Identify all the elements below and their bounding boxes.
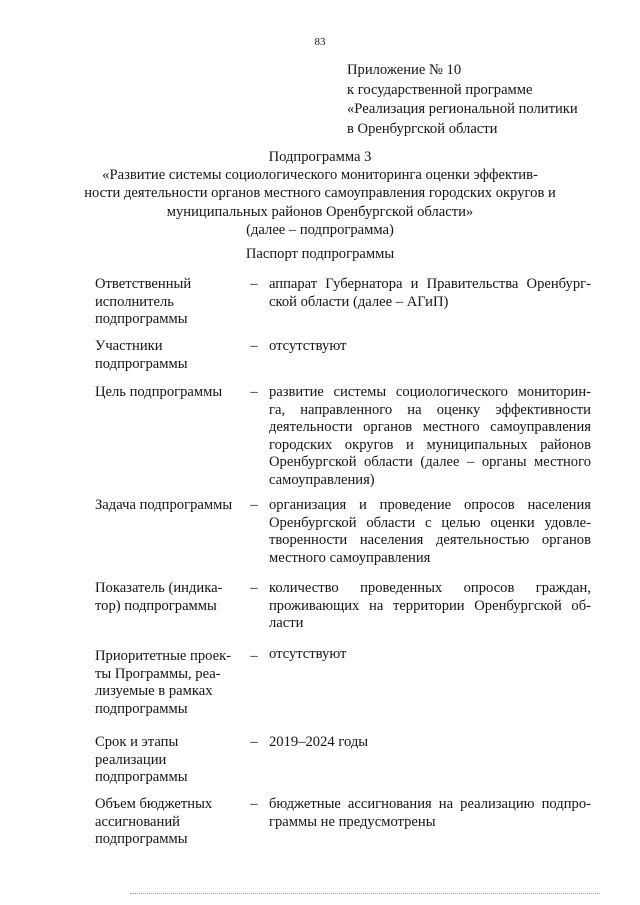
row-dash: – bbox=[250, 497, 258, 513]
row-label-line: Срок и этапы bbox=[95, 734, 179, 750]
row-value-line: городских округов и муниципальных районов bbox=[269, 436, 591, 453]
row-dash: – bbox=[250, 734, 258, 750]
row-value bbox=[269, 580, 591, 633]
row-label bbox=[95, 734, 245, 787]
row-value bbox=[269, 646, 591, 664]
row-value-line: отсутствуют bbox=[269, 338, 347, 354]
row-value-line: деятельности органов местного самоуправления bbox=[269, 419, 591, 436]
row-value-line: развитие системы социологического мониторин- bbox=[269, 384, 591, 400]
row-value-line: ласти bbox=[269, 615, 304, 632]
row-label-line: Приоритетные проек- bbox=[95, 648, 232, 664]
row-value-line: Оренбургской области с целью оценки удовле- bbox=[269, 514, 591, 531]
scan-edge-line bbox=[130, 893, 600, 895]
row-label-line: подпрограммы bbox=[95, 831, 188, 848]
row-value bbox=[269, 734, 591, 752]
row-label-line: подпрограммы bbox=[95, 311, 188, 328]
row-value bbox=[269, 338, 591, 356]
row-label bbox=[95, 384, 245, 402]
subprogram-title bbox=[0, 148, 640, 239]
row-dash: – bbox=[250, 580, 258, 596]
row-dash: – bbox=[250, 648, 258, 664]
row-label-line: ты Программы, реа- bbox=[95, 665, 221, 682]
row-value-line: ской области (далее – АГиП) bbox=[269, 293, 449, 310]
appendix-line: «Реализация региональной политики bbox=[347, 101, 578, 117]
appendix-line: к государственной программе bbox=[347, 81, 533, 98]
row-label-line: Задача подпрограммы bbox=[95, 497, 233, 513]
row-value bbox=[269, 276, 591, 311]
row-value-line: местного самоуправления bbox=[269, 549, 431, 566]
row-label bbox=[95, 338, 245, 373]
row-label-line: Участники bbox=[95, 338, 163, 354]
row-label-line: подпрограммы bbox=[95, 769, 188, 786]
row-label-line: реализации bbox=[95, 751, 167, 768]
row-label bbox=[95, 580, 245, 615]
subprogram-title-line: «Развитие системы социологического мониторинга оценки эффектив- bbox=[102, 167, 538, 184]
row-label bbox=[95, 497, 245, 515]
row-value bbox=[269, 796, 591, 831]
row-label-line: подпрограммы bbox=[95, 355, 188, 372]
row-value-line: самоуправления) bbox=[269, 471, 375, 488]
row-label-line: Показатель (индика- bbox=[95, 580, 223, 596]
page-number: 83 bbox=[314, 36, 326, 48]
row-label-line: Цель подпрограммы bbox=[95, 384, 223, 400]
row-value-line: 2019–2024 годы bbox=[269, 734, 369, 750]
appendix-header bbox=[347, 61, 627, 139]
row-value-line: организация и проведение опросов населения bbox=[269, 497, 591, 513]
row-value-line: Оренбургской области (далее – органы местного bbox=[269, 454, 591, 471]
row-dash: – bbox=[250, 276, 258, 292]
row-value-line: бюджетные ассигнования на реализацию подпро- bbox=[269, 796, 591, 812]
row-label-line: тор) подпрограммы bbox=[95, 597, 217, 614]
row-value bbox=[269, 497, 591, 567]
appendix-line: Приложение № 10 bbox=[347, 62, 462, 78]
row-label bbox=[95, 648, 245, 718]
row-label-line: лизуемые в рамках bbox=[95, 683, 213, 700]
subprogram-title-line: муниципальных районов Оренбургской области» bbox=[166, 203, 474, 220]
row-label bbox=[95, 796, 245, 849]
passport-title: Паспорт подпрограммы bbox=[245, 246, 395, 262]
appendix-line: в Оренбургской области bbox=[347, 120, 498, 137]
subprogram-title-line: (далее – подпрограмма) bbox=[246, 221, 394, 238]
row-label bbox=[95, 276, 245, 329]
row-label-line: исполнитель bbox=[95, 293, 174, 310]
subprogram-title-line: Подпрограмма 3 bbox=[268, 149, 372, 165]
row-value bbox=[269, 384, 591, 490]
row-dash: – bbox=[250, 384, 258, 400]
row-value-line: отсутствуют bbox=[269, 646, 347, 662]
row-dash: – bbox=[250, 796, 258, 812]
row-value-line: количество проведенных опросов граждан, bbox=[269, 580, 591, 596]
row-value-line: творенности населения деятельностью органов bbox=[269, 532, 591, 549]
row-label-line: подпрограммы bbox=[95, 700, 188, 717]
subprogram-title-line: ности деятельности органов местного самоуправления городских округов и bbox=[84, 185, 556, 202]
row-value-line: граммы не предусмотрены bbox=[269, 813, 436, 830]
row-value-line: проживающих на территории Оренбургской об- bbox=[269, 597, 591, 614]
row-dash: – bbox=[250, 338, 258, 354]
row-value-line: га, направленного на оценку эффективности bbox=[269, 401, 591, 418]
row-label-line: Объем бюджетных bbox=[95, 796, 213, 812]
row-value-line: аппарат Губернатора и Правительства Оренбург- bbox=[269, 276, 591, 292]
row-label-line: Ответственный bbox=[95, 276, 192, 292]
row-label-line: ассигнований bbox=[95, 813, 180, 830]
